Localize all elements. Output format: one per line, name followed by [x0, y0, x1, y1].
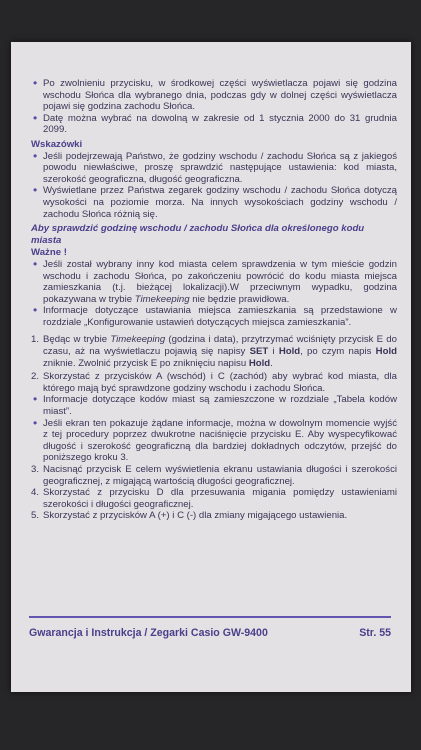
step-2-bullet: • Jeśli ekran ten pokazuje żądane informacje, można w dowolnym momencie wyjść z tej procedury poprzez dwukrotne naciśnięcie przycisku E. Aby wyspecyfikować długość i szerokość geograficzną dla bardziej dokładnych odczytów, przejść do poniższego kroku 3.	[31, 418, 397, 464]
step-5: 5. Skorzystać z przycisków A (+) i C (-) dla zmiany migającego ustawienia.	[31, 510, 348, 522]
section-heading: Aby sprawdzić godzinę wschodu / zachodu Słońca dla określonego kodu miasta	[31, 223, 365, 246]
intro-bullet: • Po zwolnieniu przycisku, w środkowej części wyświetlacza pojawi się godzina wschodu Słońca dla wybranego dnia, podczas gdy w dolnej części wyświetlacza pojawi się godzina zachodu Słońca.	[31, 78, 397, 113]
important-bullet: • Informacje dotyczące ustawiania miejsca zamieszkania są przedstawione w rozdziale „Konfigurowanie ustawień dotyczących miejsca zamieszkania”.	[31, 305, 397, 328]
hints-heading: Wskazówki	[31, 138, 83, 150]
hint-bullet: • Wyświetlane przez Państwa zegarek godziny wschodu / zachodu Słońca dotyczą wysokości na poziomie morza. Na innych wysokościach godziny wschodu / zachodu Słońca różnią się.	[31, 185, 397, 220]
step-4: 4. Skorzystać z przycisku D dla przesuwania migania pomiędzy ustawieniami szerokości i długości geograficznej.	[31, 487, 397, 510]
step-1: 1. Będąc w trybie Timekeeping (godzina i data), przytrzymać wciśnięty przycisk E do czasu, aż na wyświetlaczu pojawią się napisy SET i Hold, po czym napis Hold zniknie. Zwolnić przycisk E po zniknięciu napisu Hold.	[31, 334, 397, 369]
manual-page	[11, 42, 411, 692]
step-3: 3. Nacisnąć przycisk E celem wyświetlenia ekranu ustawiania długości i szerokości geograficznej, z migającą wartością długości geograficznej.	[31, 464, 397, 487]
footer-title: Gwarancja i Instrukcja / Zegarki Casio GW-9400	[29, 627, 268, 639]
important-heading: Ważne !	[31, 247, 67, 259]
page-number: Str. 55	[359, 627, 391, 639]
step-2: 2. Skorzystać z przycisków A (wschód) i C (zachód) aby wybrać kod miasta, dla którego mają być sprawdzone godziny wschodu i zachodu Słońca.	[31, 371, 397, 394]
step-2-bullet: • Informacje dotyczące kodów miast są zamieszczone w rozdziale „Tabela kodów miast”.	[31, 394, 397, 417]
hint-bullet: • Jeśli podejrzewają Państwo, że godziny wschodu / zachodu Słońca są z jakiegoś powodu niewłaściwe, proszę sprawdzić następujące ustawienia: kod miasta, szerokość geograficzna, długość geograficzna.	[31, 151, 397, 186]
footer-rule	[29, 616, 391, 618]
page-content	[31, 78, 397, 522]
important-bullet: • Jeśli został wybrany inny kod miasta celem sprawdzenia w tym mieście godzin wschodu i zachodu Słońca, po zakończeniu powrócić do kodu miasta miejsca zamieszkania (t.j. bieżącej lokalizacji).W przeciwnym wypadku, godzina pokazywana w trybie Timekeeping nie będzie prawidłowa.	[31, 259, 397, 305]
intro-bullet: • Datę można wybrać na dowolną w zakresie od 1 stycznia 2000 do 31 grudnia 2099.	[31, 113, 397, 136]
